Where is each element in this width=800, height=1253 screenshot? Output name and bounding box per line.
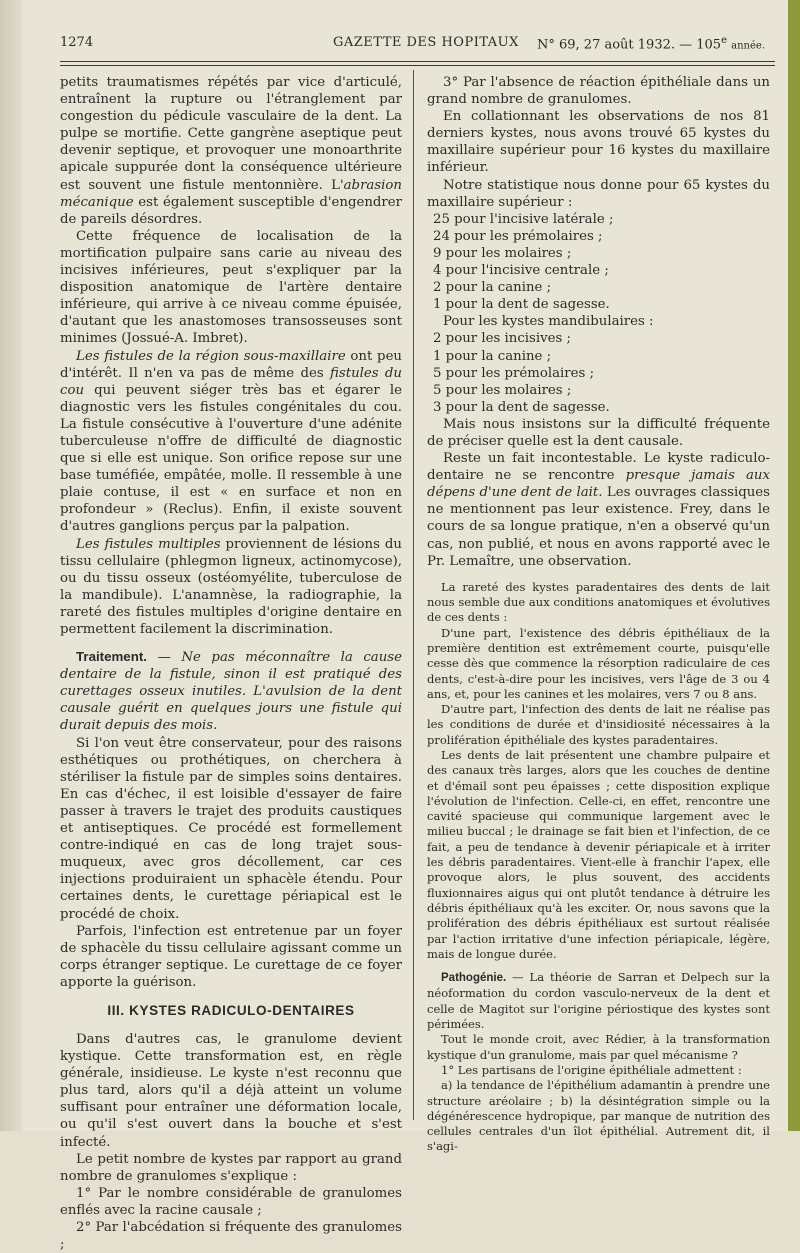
spacer: [427, 962, 770, 970]
paragraph: Le petit nombre de kystes par rapport au grand nombre de granulomes s'explique :: [60, 1151, 402, 1184]
section-title: III. KYSTES RADICULO-DENTAIRES: [107, 1002, 355, 1018]
paragraph: a) la tendance de l'épithélium adamantin à prendre une structure aréolaire ; b) la désintégration simple ou la dégénérescence hydropique, par manque de nutrition des cellules centrales d'un îlot épithélial. Autrement dit, il s'agi-: [427, 1078, 770, 1154]
paragraph: D'autre part, l'infection des dents de lait ne réalise pas les conditions de durée et d'insidiosité nécessaires à la prolifération épithéliale des kystes paradentaires.: [427, 702, 770, 747]
emphasis: — Ne pas méconnaître la cause dentaire de la fistule, sinon il est pratiqué des curettages osseux inutiles. L'avulsion de la dent causale guérit en quelques jours une fistule qui durait depuis des mois.: [60, 650, 402, 734]
spacer: [60, 1021, 402, 1031]
text: est également susceptible d'engendrer de pareils désordres.: [60, 194, 402, 227]
paragraph: Notre statistique nous donne pour 65 kystes du maxillaire supérieur :: [427, 177, 770, 210]
emphasis: fistules du cou: [60, 365, 402, 398]
statistics-list-maxillary: [427, 211, 770, 314]
emphasis: abrasion mécanique: [60, 177, 402, 210]
list-item: 24 pour les prémolaires ;: [433, 228, 603, 244]
pathogenie-paragraph: [427, 970, 770, 1032]
paragraph: [427, 450, 770, 570]
left-column: [60, 74, 403, 1253]
issue-info: [537, 35, 765, 52]
paragraph: En collationnant les observations de nos 81 derniers kystes, nous avons trouvé 65 kystes du maxillaire supérieur pour 16 kystes du maxillaire inférieur.: [427, 109, 770, 176]
paragraph: Pour les kystes mandibulaires :: [443, 314, 654, 330]
list-item: 9 pour les molaires ;: [433, 245, 572, 261]
header-rule-double: [60, 65, 775, 66]
paragraph: D'une part, l'existence des débris épithéliaux de la première dentition est extrêmement courte, puisqu'elle cesse dès que commence la résorption radiculaire de ces dents, c'est-à-dire pour les incisives, vers l'âge de 3 ou 4 ans, et, pour les canines et les molaires, vers 7 ou 8 ans.: [427, 625, 770, 701]
issue-annee: année.: [731, 40, 765, 52]
paragraph: Parfois, l'infection est entretenue par un foyer de sphacèle du tissu cellulaire agissant comme un corps étranger septique. Le curettage de ce foyer apporte la guérison.: [60, 923, 402, 990]
page-number: 1274: [60, 35, 94, 50]
text: — La théorie de Sarran et Delpech sur la néoformation du cordon vasculo-nerveux de la dent et celle de Magitot sur l'origine périostique des kystes sont périmées.: [427, 970, 770, 1032]
page-header: [60, 35, 775, 57]
paragraph: Dans d'autres cas, le granulome devient kystique. Cette transformation est, en règle générale, insidieuse. Le kyste n'est reconnu que plus tard, alors qu'il a déjà atteint un volume suffisant pour entraîner une déformation locale, ou qu'il s'est ouvert dans la bouche et s'est infecté.: [60, 1031, 402, 1150]
text: qui peuvent siéger très bas et égarer le diagnostic vers les fistules congénitales du cou. La fistule consécutive à l'ouverture d'une adénite tuberculeuse n'offre de difficulté de diagnostic que si elle est unique. Son orifice repose sur une base tuméfiée, empâtée, molle. Il ressemble à une plaie contuse, il est « en surface et non en profondeur » (Reclus). Enfin, il existe souvent d'autres ganglions perçus par la palpation.: [60, 382, 402, 535]
emphasis: Les fistules multiples: [76, 536, 221, 552]
list-item: 4 pour l'incisive centrale ;: [433, 263, 609, 279]
text: petits traumatismes répétés par vice d'articulé, entraînent la rupture ou l'étranglement par congestion du pédicule vasculaire de la dent. La pulpe se mortifie. Cette gangrène aseptique peut devenir septique, et provoquer une monoarthrite apicale suppurée dont la conséquence ultérieure est souvent une fistule mentonnière. L': [60, 75, 402, 193]
run-in-heading: Pathogénie.: [441, 972, 507, 985]
spacer: [60, 991, 402, 1001]
paragraph: Cette fréquence de localisation de la mortification pulpaire sans carie au niveau des incisives inférieures, peut s'expliquer par la disposition anatomique de l'artère dentaire inférieure, qui arrive à ce niveau comme épuisée, d'autant que les anastomoses transosseuses sont minimes (Jossué-A. Imbret).: [60, 228, 402, 347]
paragraph: 3° Par l'absence de réaction épithéliale dans un grand nombre de granulomes.: [427, 75, 770, 108]
paragraph: 1° Les partisans de l'origine épithéliale admettent :: [441, 1062, 742, 1077]
page-edge: [788, 0, 800, 1131]
paragraph: Tout le monde croit, avec Rédier, à la transformation kystique d'un granulome, mais par quel mécanisme ?: [427, 1032, 770, 1062]
header-rule: [60, 61, 775, 62]
list-item: 5 pour les molaires ;: [433, 382, 572, 398]
emphasis: presque jamais aux dépens d'une dent de lait: [427, 468, 770, 501]
list-item: 2 pour les incisives ;: [433, 331, 572, 347]
run-in-heading: Traitement.: [76, 649, 147, 665]
text: Reste un fait incontestable. Le kyste radiculo-dentaire ne se rencontre: [427, 451, 770, 484]
treatment-paragraph: [60, 648, 402, 734]
right-column: [427, 74, 771, 1154]
issue-text: N° 69, 27 août 1932. — 105: [536, 37, 722, 53]
paragraph: Mais nous insistons sur la difficulté fréquente de préciser quelle est la dent causale.: [427, 416, 770, 449]
journal-title: GAZETTE DES HOPITAUX: [333, 35, 519, 50]
paragraph: Les dents de lait présentent une chambre pulpaire et des canaux très larges, alors que les couches de dentine et d'émail sont peu épaisses ; cette disposition explique l'évolution de l'infection. Celle-ci, en effet, rencontre une cavité spacieuse qui communique largement avec le milieu buccal ; le drainage se fait bien et l'infection, de ce fait, a peu de tendance à devenir périapicale et à irriter les débris paradentaires. Vient-elle à franchir l'apex, elle provoque alors, le plus souvent, des accidents fluxionnaires aigus qui ont plutôt tendance à détruire les débris épithéliaux qu'à les exciter. Or, nous savons que la prolifération des débris épithéliaux est surtout réalisée par l'action irritative d'une infection périapicale, légère, mais de longue durée.: [427, 747, 770, 961]
list-item: 1 pour la canine ;: [433, 348, 552, 364]
large-type-block: [427, 74, 770, 570]
list-item: 2 pour la canine ;: [433, 280, 552, 296]
text: . Les ouvrages classiques ne mentionnent pas leur existence. Frey, dans le cours de sa longue pratique, n'en a observé qu'un cas, non publié, et nous en avons rapporté avec le Pr. Lemaître, une observation.: [427, 485, 771, 569]
paragraph: 1° Par le nombre considérable de granulomes enflés avec la racine causale ;: [60, 1185, 402, 1218]
page-binding-shadow: [0, 0, 22, 1131]
spacer: [60, 638, 402, 648]
paragraph: 2° Par l'abcédation si fréquente des granulomes ;: [60, 1220, 402, 1253]
statistics-list-mandibular: [427, 330, 770, 415]
paragraph: [60, 74, 402, 228]
paragraph: [60, 536, 402, 639]
list-item: 25 pour l'incisive latérale ;: [433, 211, 614, 227]
paragraph: La rareté des kystes paradentaires des dents de lait nous semble due aux conditions anatomiques et évolutives de ces dents :: [427, 579, 770, 625]
paragraph: Si l'on veut être conservateur, pour des raisons esthétiques ou prothétiques, on cherchera à stériliser la fistule par de simples soins dentaires. En cas d'échec, il est loisible d'essayer de faire passer à travers le trajet des produits caustiques et antiseptiques. Ce procédé est formellement contre-indiqué en cas de long trajet sous-muqueux, avec gros décollement, car ces injections produiraient un sphacèle étendu. Pour certaines dents, le curettage périapical est le procédé de choix.: [60, 735, 402, 922]
small-type-block: [427, 580, 770, 1155]
issue-sup: e: [721, 35, 727, 46]
text: proviennent de lésions du tissu cellulaire (phlegmon ligneux, actinomycose), ou du tissu osseux (ostéomyélite, tuberculose de la mandibule). L'anamnèse, la radiographie, la rareté des fistules multiples d'origine dentaire en permettent facilement la discrimination.: [60, 536, 402, 637]
emphasis: Les fistules de la région sous-maxillaire: [76, 348, 346, 364]
list-item: 5 pour les prémolaires ;: [433, 365, 595, 381]
spacer: [427, 570, 770, 580]
column-divider: [413, 70, 414, 1120]
list-item: 1 pour la dent de sagesse.: [433, 297, 610, 313]
paragraph: [60, 348, 402, 536]
text: ont peu d'intérêt. Il n'en va pas de même des: [60, 348, 403, 381]
list-item: 3 pour la dent de sagesse.: [433, 399, 610, 415]
